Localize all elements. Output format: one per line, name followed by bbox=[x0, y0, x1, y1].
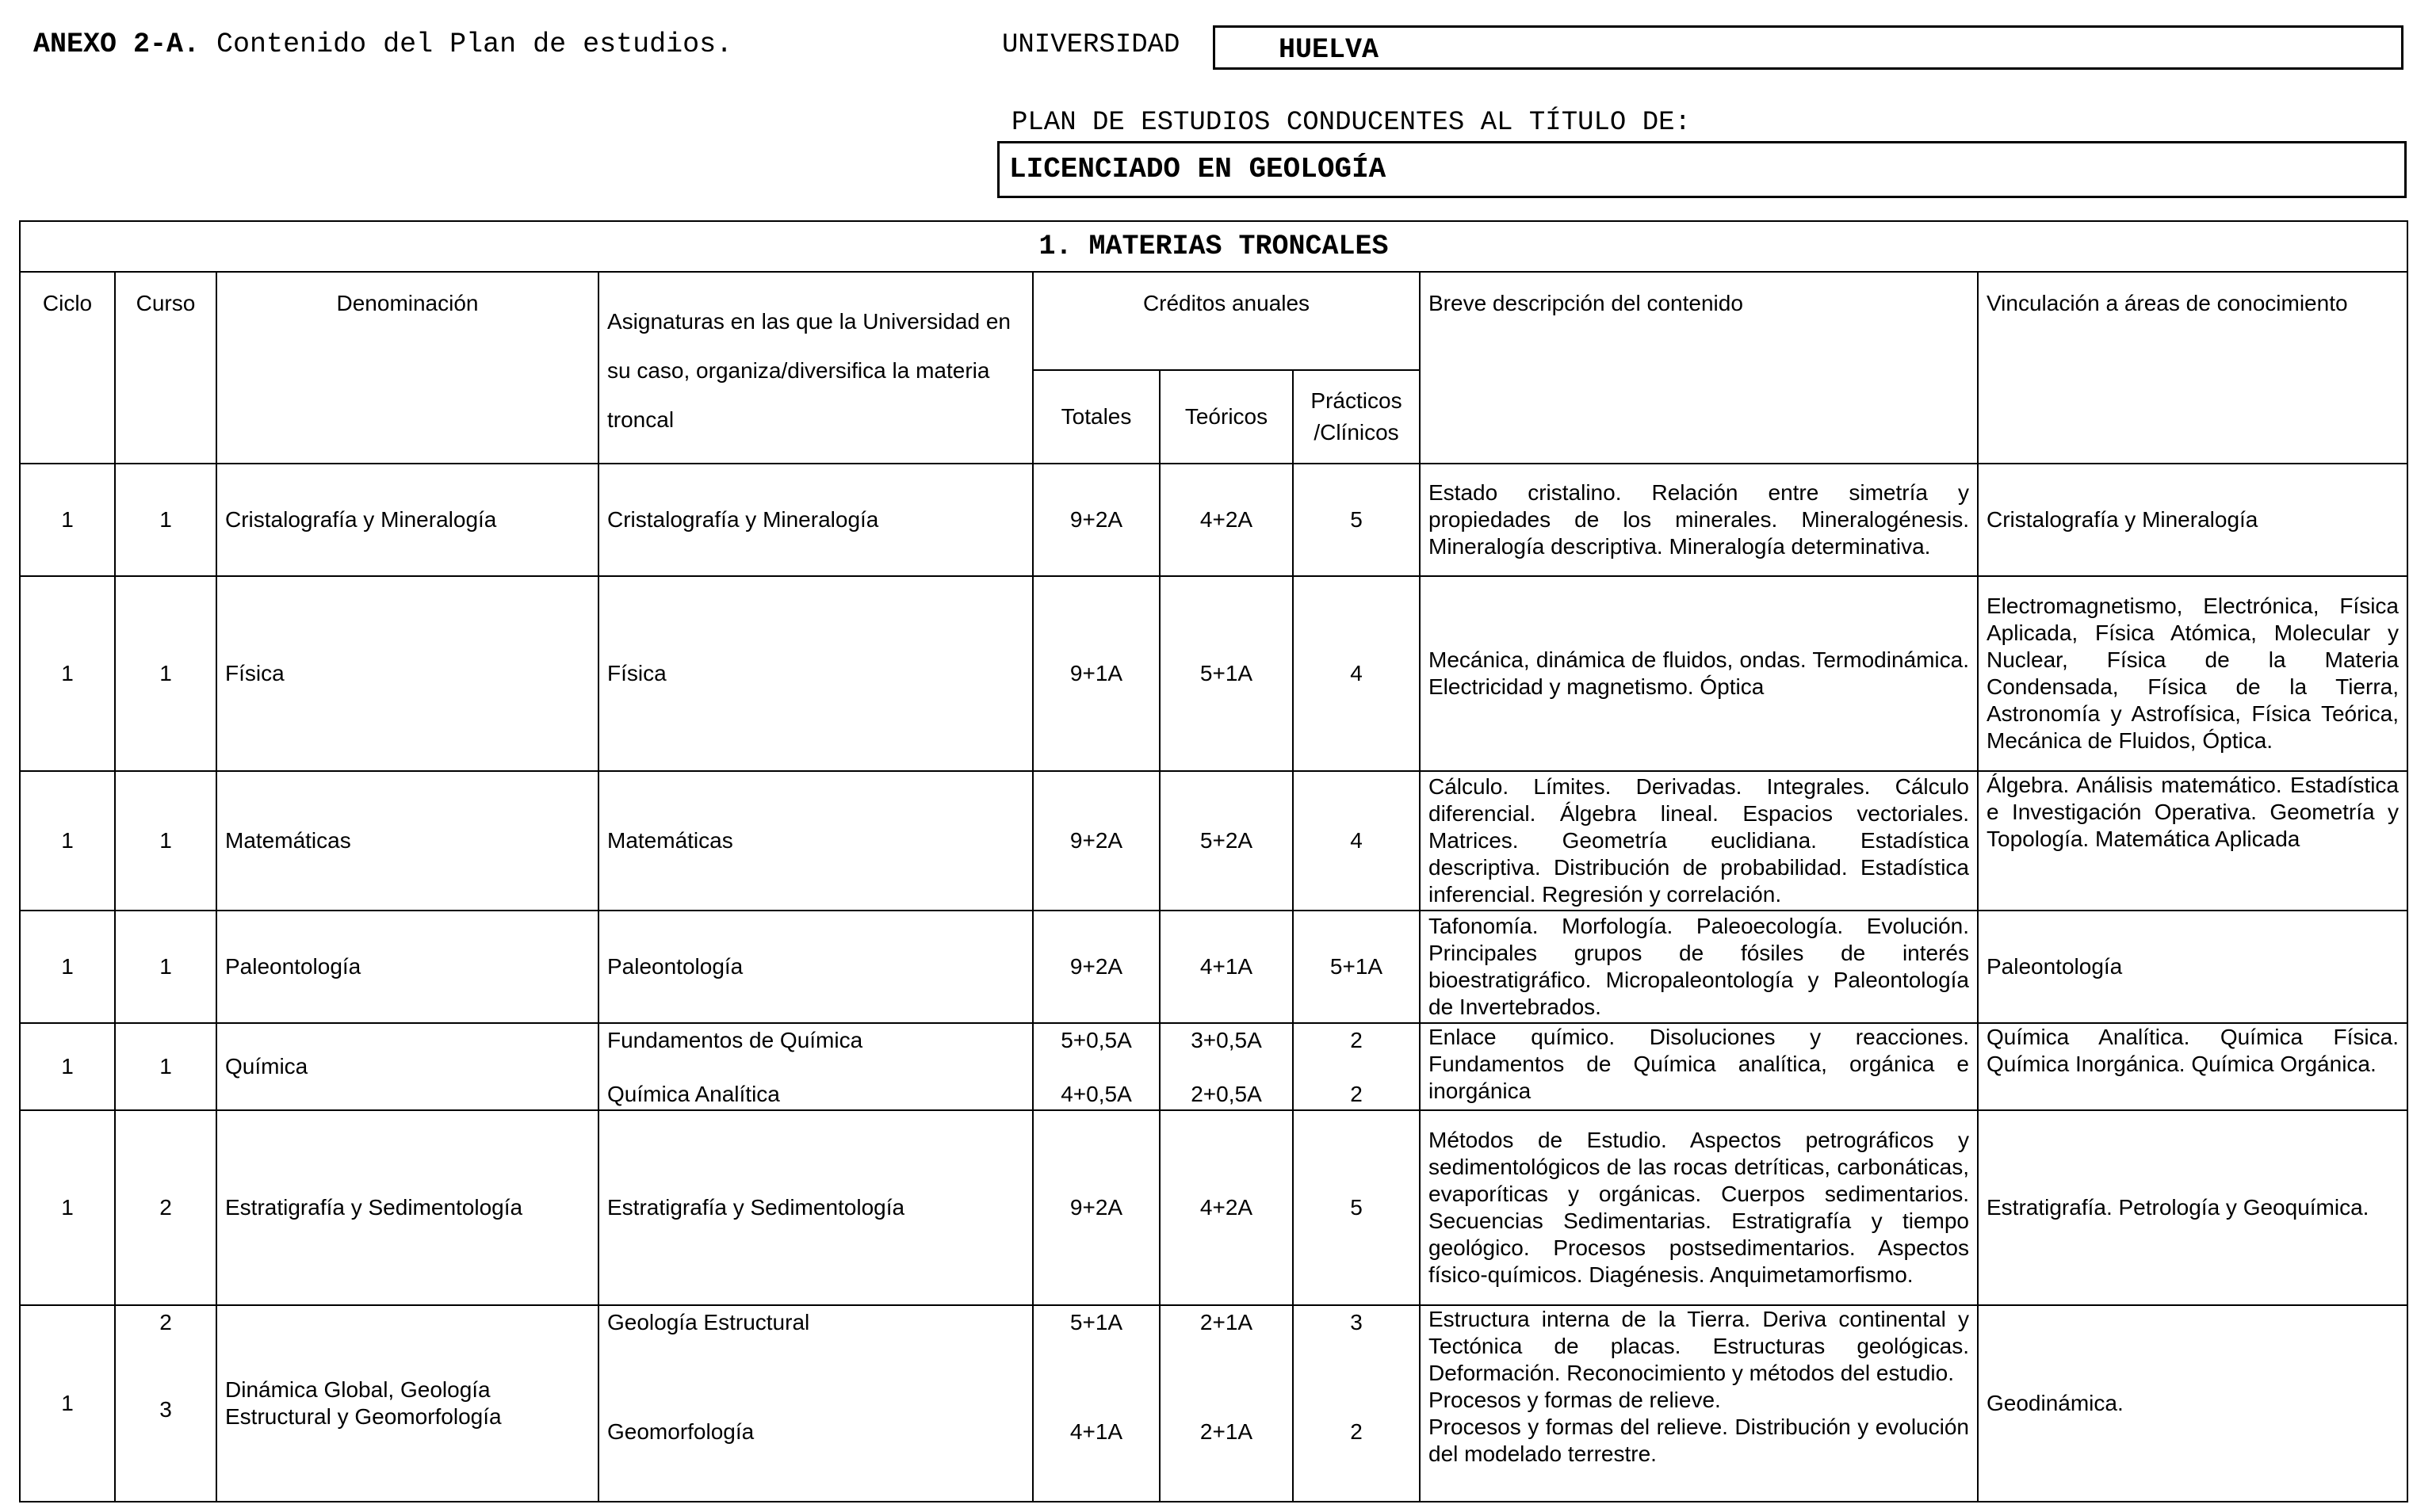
cell-teoricos: 4+2A bbox=[1160, 464, 1293, 576]
annex-label: ANEXO 2-A. bbox=[33, 29, 201, 60]
cell-descripcion: Enlace químico. Disoluciones y reacciones. Fundamentos de Química analítica, orgánica e inorgánica bbox=[1420, 1023, 1978, 1110]
degree-title: LICENCIADO EN GEOLOGÍA bbox=[1009, 153, 1386, 185]
plan-label: PLAN DE ESTUDIOS CONDUCENTES AL TÍTULO DE: bbox=[1011, 108, 1691, 138]
cell-denominacion: Cristalografía y Mineralogía bbox=[216, 464, 598, 576]
cell-vinculacion: Electromagnetismo, Electrónica, Física Aplicada, Física Atómica, Molecular y Nuclear, Física de la Materia Condensada, Física de la Tierra, Astronomía y Astrofísica, Física Teórica, Mecánica de Fluidos, Óptica. bbox=[1978, 576, 2407, 771]
cell-teoricos: 4+1A bbox=[1160, 911, 1293, 1023]
table-row bbox=[20, 771, 2407, 911]
column-header-practicos: Prácticos /Clínicos bbox=[1293, 370, 1420, 464]
column-header-asignaturas: Asignaturas en las que la Universidad en su caso, organiza/diversifica la materia troncal bbox=[598, 272, 1033, 464]
cell-totales: 9+2A bbox=[1033, 464, 1160, 576]
cell-ciclo: 1 bbox=[20, 576, 115, 771]
cell-totales bbox=[1033, 1305, 1160, 1502]
descripcion-geomorfologia-a: Procesos y formas de relieve. bbox=[1428, 1388, 1721, 1412]
table-row bbox=[20, 1023, 2407, 1110]
column-header-descripcion: Breve descripción del contenido bbox=[1420, 272, 1978, 464]
cell-vinculacion: Estratigrafía. Petrología y Geoquímica. bbox=[1978, 1110, 2407, 1305]
cell-curso: 1 bbox=[115, 771, 216, 911]
practicos-a: 2 bbox=[1350, 1028, 1363, 1052]
cell-practicos: 5+1A bbox=[1293, 911, 1420, 1023]
annex-heading bbox=[33, 29, 732, 60]
cell-totales: 9+2A bbox=[1033, 911, 1160, 1023]
cell-asignatura: Cristalografía y Mineralogía bbox=[598, 464, 1033, 576]
table-row bbox=[20, 1110, 2407, 1305]
section-title: 1. MATERIAS TRONCALES bbox=[20, 221, 2407, 272]
teoricos-a: 2+1A bbox=[1199, 1310, 1253, 1334]
cell-descripcion: Estado cristalino. Relación entre simetría y propiedades de los minerales. Mineralogénesis. Mineralogía descriptiva. Mineralogía determinativa. bbox=[1420, 464, 1978, 576]
cell-teoricos: 4+2A bbox=[1160, 1110, 1293, 1305]
column-header-teoricos: Teóricos bbox=[1160, 370, 1293, 464]
column-header-creditos: Créditos anuales bbox=[1033, 272, 1420, 370]
column-header-vinculacion: Vinculación a áreas de conocimiento bbox=[1978, 272, 2407, 464]
practicos-a: 3 bbox=[1350, 1310, 1363, 1334]
university-label: UNIVERSIDAD bbox=[1002, 30, 1180, 60]
practicos-b: 2 bbox=[1350, 1419, 1363, 1444]
cell-ciclo: 1 bbox=[20, 1023, 115, 1110]
asignatura-fundamentos: Fundamentos de Química bbox=[607, 1028, 863, 1052]
cell-vinculacion: Cristalografía y Mineralogía bbox=[1978, 464, 2407, 576]
cell-curso bbox=[115, 1305, 216, 1502]
cell-teoricos bbox=[1160, 1023, 1293, 1110]
cell-curso: 1 bbox=[115, 1023, 216, 1110]
asignatura-geomorfologia: Geomorfología bbox=[607, 1419, 755, 1444]
cell-vinculacion: Química Analítica. Química Física. Química Inorgánica. Química Orgánica. bbox=[1978, 1023, 2407, 1110]
cell-ciclo: 1 bbox=[20, 771, 115, 911]
totales-a: 5+0,5A bbox=[1061, 1028, 1132, 1052]
cell-asignatura bbox=[598, 1305, 1033, 1502]
teoricos-b: 2+1A bbox=[1199, 1419, 1253, 1444]
cell-totales bbox=[1033, 1023, 1160, 1110]
cell-practicos bbox=[1293, 1023, 1420, 1110]
totales-b: 4+1A bbox=[1069, 1419, 1123, 1444]
column-header-ciclo: Ciclo bbox=[20, 272, 115, 464]
cell-ciclo: 1 bbox=[20, 464, 115, 576]
table-row bbox=[20, 1305, 2407, 1502]
cell-practicos bbox=[1293, 1305, 1420, 1502]
cell-practicos: 4 bbox=[1293, 576, 1420, 771]
cell-totales: 9+1A bbox=[1033, 576, 1160, 771]
practicos-b: 2 bbox=[1350, 1082, 1363, 1106]
university-value: HUELVA bbox=[1279, 34, 1379, 66]
cell-ciclo: 1 bbox=[20, 1110, 115, 1305]
cell-vinculacion: Álgebra. Análisis matemático. Estadística e Investigación Operativa. Geometría y Topología. Matemática Aplicada bbox=[1978, 771, 2407, 911]
cell-teoricos: 5+1A bbox=[1160, 576, 1293, 771]
descripcion-geomorfologia-b: Procesos y formas del relieve. Distribución y evolución del modelado terrestre. bbox=[1428, 1415, 1969, 1466]
cell-descripcion: Cálculo. Límites. Derivadas. Integrales. Cálculo diferencial. Álgebra lineal. Espacios vectoriales. Matrices. Geometría euclidiana. Estadística descriptiva. Distribución de probabilidad. Estadística inferencial. Regresión y correlación. bbox=[1420, 771, 1978, 911]
cell-descripcion: Mecánica, dinámica de fluidos, ondas. Termodinámica. Electricidad y magnetismo. Óptica bbox=[1420, 576, 1978, 771]
cell-descripcion: Métodos de Estudio. Aspectos petrográficos y sedimentológicos de las rocas detríticas, carbonáticas, evaporíticas y orgánicas. Cuerpos sedimentarios. Secuencias Sedimentarias. Estratigrafía y tiempo geológico. Procesos postsedimentarios. Aspectos físico-químicos. Diagénesis. Anquimetamorfismo. bbox=[1420, 1110, 1978, 1305]
cell-descripcion: Tafonomía. Morfología. Paleoecología. Evolución. Principales grupos de fósiles de interés bioestratigráfico. Micropaleontología y Paleontología de Invertebrados. bbox=[1420, 911, 1978, 1023]
annex-subtitle: Contenido del Plan de estudios. bbox=[200, 29, 733, 60]
curso-a: 2 bbox=[159, 1310, 172, 1334]
column-header-denominacion: Denominación bbox=[216, 272, 598, 464]
teoricos-b: 2+0,5A bbox=[1191, 1082, 1262, 1106]
cell-practicos: 5 bbox=[1293, 464, 1420, 576]
cell-asignatura bbox=[598, 1023, 1033, 1110]
cell-asignatura: Estratigrafía y Sedimentología bbox=[598, 1110, 1033, 1305]
curso-b: 3 bbox=[159, 1397, 172, 1422]
totales-a: 5+1A bbox=[1069, 1310, 1123, 1334]
cell-curso: 2 bbox=[115, 1110, 216, 1305]
university-box bbox=[1213, 25, 2403, 70]
cell-practicos: 4 bbox=[1293, 771, 1420, 911]
cell-ciclo: 1 bbox=[20, 1305, 115, 1502]
table-row bbox=[20, 911, 2407, 1023]
cell-totales: 9+2A bbox=[1033, 1110, 1160, 1305]
cell-vinculacion: Paleontología bbox=[1978, 911, 2407, 1023]
cell-asignatura: Física bbox=[598, 576, 1033, 771]
cell-ciclo: 1 bbox=[20, 911, 115, 1023]
column-header-curso: Curso bbox=[115, 272, 216, 464]
cell-teoricos: 5+2A bbox=[1160, 771, 1293, 911]
cell-curso: 1 bbox=[115, 576, 216, 771]
descripcion-geologia-estructural: Estructura interna de la Tierra. Deriva continental y Tectónica de placas. Estructuras geológicas. Deformación. Reconocimiento y métodos del estudio. bbox=[1428, 1307, 1969, 1385]
cell-practicos: 5 bbox=[1293, 1110, 1420, 1305]
cell-curso: 1 bbox=[115, 464, 216, 576]
asignatura-geologia-estructural: Geología Estructural bbox=[607, 1310, 810, 1334]
totales-b: 4+0,5A bbox=[1061, 1082, 1132, 1106]
cell-denominacion: Química bbox=[216, 1023, 598, 1110]
table-row bbox=[20, 464, 2407, 576]
subjects-table bbox=[19, 220, 2408, 1502]
asignatura-analitica: Química Analítica bbox=[607, 1082, 780, 1106]
cell-totales: 9+2A bbox=[1033, 771, 1160, 911]
cell-denominacion: Matemáticas bbox=[216, 771, 598, 911]
cell-curso: 1 bbox=[115, 911, 216, 1023]
cell-denominacion: Dinámica Global, Geología Estructural y Geomorfología bbox=[216, 1305, 598, 1502]
teoricos-a: 3+0,5A bbox=[1191, 1028, 1262, 1052]
cell-denominacion: Paleontología bbox=[216, 911, 598, 1023]
degree-title-box bbox=[997, 141, 2407, 198]
cell-descripcion bbox=[1420, 1305, 1978, 1502]
cell-denominacion: Estratigrafía y Sedimentología bbox=[216, 1110, 598, 1305]
table-row bbox=[20, 576, 2407, 771]
cell-asignatura: Matemáticas bbox=[598, 771, 1033, 911]
cell-teoricos bbox=[1160, 1305, 1293, 1502]
cell-asignatura: Paleontología bbox=[598, 911, 1033, 1023]
cell-vinculacion: Geodinámica. bbox=[1978, 1305, 2407, 1502]
column-header-totales: Totales bbox=[1033, 370, 1160, 464]
cell-denominacion: Física bbox=[216, 576, 598, 771]
